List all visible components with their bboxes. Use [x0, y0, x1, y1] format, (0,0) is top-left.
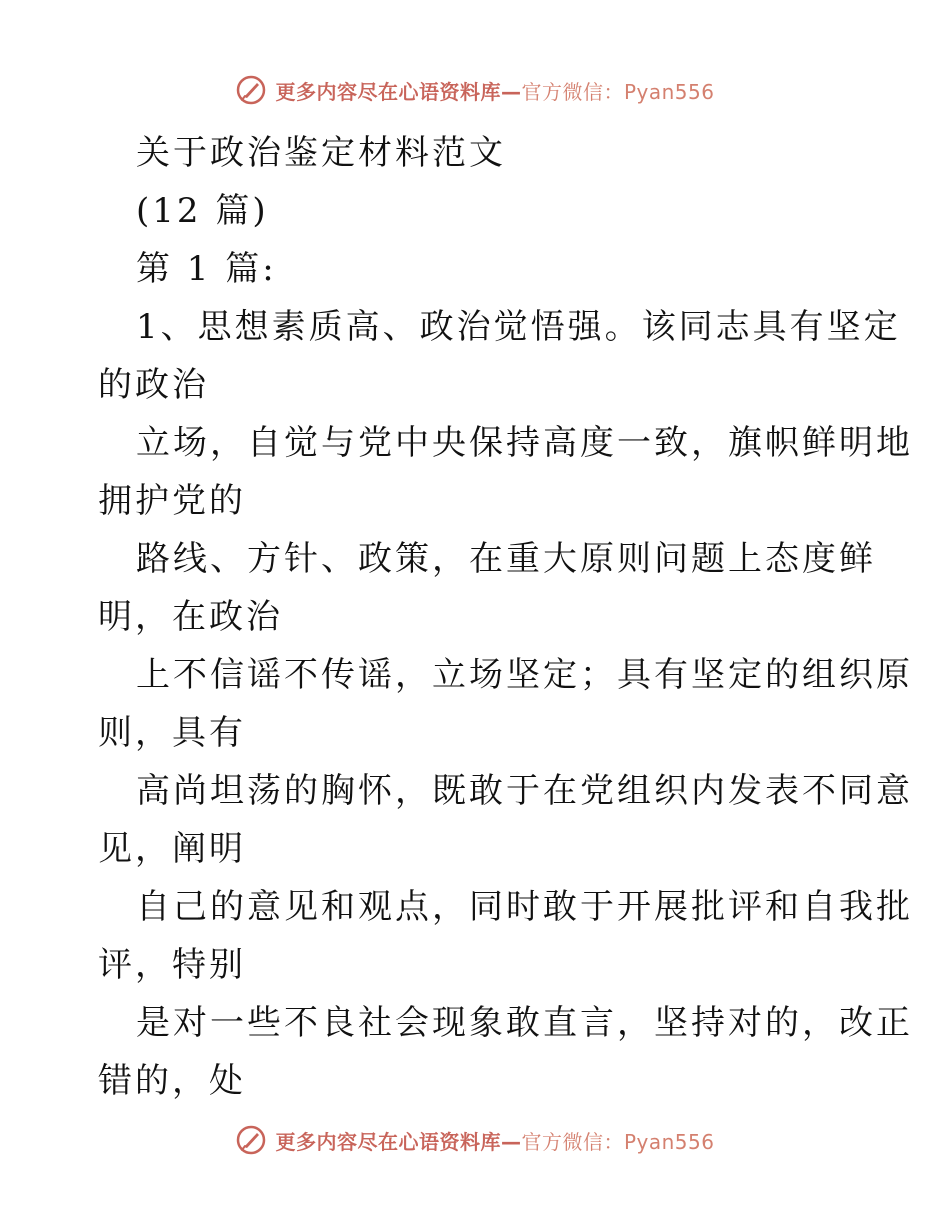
feather-pen-icon: [235, 74, 267, 106]
document-title: 关于政治鉴定材料范文: [136, 133, 506, 173]
text-line: 高尚坦荡的胸怀，既敢于在党组织内发表不同意: [136, 771, 913, 811]
text-line: 的政治: [98, 365, 209, 405]
text-line: 评，特别: [98, 945, 246, 985]
text-line: 见，阐明: [98, 829, 246, 869]
text-line: 明，在政治: [98, 597, 283, 637]
text-line: 拥护党的: [98, 481, 246, 521]
footer-watermark-banner: [0, 1120, 950, 1160]
document-subtitle: (12 篇): [136, 191, 269, 231]
text-line: 错的，处: [98, 1061, 246, 1101]
watermark-text: 更多内容尽在心语资料库—官方微信：Pyan556: [275, 79, 715, 104]
text-line: 则，具有: [98, 713, 246, 753]
text-line: 路线、方针、政策，在重大原则问题上态度鲜: [136, 539, 876, 579]
watermark-text: 更多内容尽在心语资料库—官方微信：Pyan556: [275, 1129, 715, 1154]
text-line: 立场，自觉与党中央保持高度一致，旗帜鲜明地: [136, 423, 913, 463]
feather-pen-icon: [235, 1124, 267, 1156]
text-line: 1、思想素质高、政治觉悟强。该同志具有坚定: [136, 307, 901, 347]
header-watermark-banner: [0, 70, 950, 110]
text-line: 是对一些不良社会现象敢直言，坚持对的，改正: [136, 1003, 913, 1043]
section-heading: 第 1 篇:: [136, 249, 277, 289]
document-body: [98, 124, 913, 1110]
text-line: 自己的意见和观点，同时敢于开展批评和自我批: [136, 887, 913, 927]
text-line: 上不信谣不传谣，立场坚定；具有坚定的组织原: [136, 655, 913, 695]
